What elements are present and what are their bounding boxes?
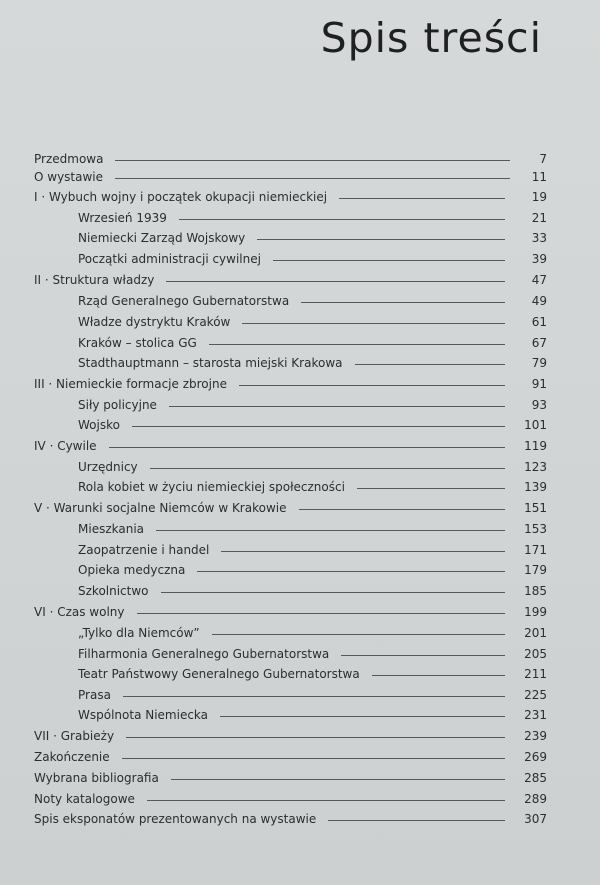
toc-entry-label: II · Struktura władzy: [34, 273, 155, 287]
toc-leader-line: [221, 551, 505, 552]
toc-page-number: 231: [524, 708, 547, 722]
toc-page-number: 269: [524, 750, 547, 764]
toc-entry[interactable]: [0, 416, 600, 434]
toc-entry[interactable]: [0, 396, 600, 414]
toc-entry-label: VI · Czas wolny: [34, 605, 125, 619]
toc-entry[interactable]: [0, 790, 600, 808]
toc-entry[interactable]: [0, 188, 600, 206]
toc-entry-label: Przedmowa: [34, 152, 104, 166]
toc-page-number: 289: [524, 792, 547, 806]
toc-leader-line: [147, 800, 505, 801]
toc-entry-label: Zaopatrzenie i handel: [78, 543, 210, 557]
toc-entry[interactable]: [0, 624, 600, 642]
toc-entry-label: III · Niemieckie formacje zbrojne: [34, 377, 227, 391]
toc-entry-label: Filharmonia Generalnego Gubernatorstwa: [78, 647, 330, 661]
toc-entry-label: Szkolnictwo: [78, 584, 149, 598]
toc-page-number: 307: [524, 812, 547, 826]
toc-leader-line: [171, 779, 505, 780]
toc-leader-line: [357, 488, 505, 489]
toc-page-number: 39: [531, 252, 547, 266]
toc-entry[interactable]: [0, 334, 600, 352]
toc-entry[interactable]: [0, 313, 600, 331]
toc-entry-label: Niemiecki Zarząd Wojskowy: [78, 231, 246, 245]
toc-leader-line: [132, 426, 505, 427]
toc-entry[interactable]: [0, 727, 600, 745]
toc-entry[interactable]: [0, 458, 600, 476]
toc-page-number: 153: [524, 522, 547, 536]
toc-entry-label: IV · Cywile: [34, 439, 97, 453]
toc-page-number: 19: [531, 190, 547, 204]
toc-page-number: 91: [531, 377, 547, 391]
toc-entry-label: Opieka medyczna: [78, 563, 186, 577]
toc-leader-line: [109, 447, 505, 448]
toc-entry[interactable]: [0, 706, 600, 724]
toc-page-number: 179: [524, 563, 547, 577]
toc-leader-line: [197, 571, 505, 572]
toc-entry-label: Stadthauptmann – starosta miejski Krakowa: [78, 356, 343, 370]
toc-page-number: 119: [524, 439, 547, 453]
toc-leader-line: [137, 613, 505, 614]
toc-entry-label: Teatr Państwowy Generalnego Gubernatorstwa: [78, 667, 360, 681]
toc-page-number: 7: [539, 152, 547, 166]
toc-page-number: 47: [531, 273, 547, 287]
toc-entry[interactable]: [0, 665, 600, 683]
toc-page-number: 33: [531, 231, 547, 245]
toc-entry[interactable]: [0, 748, 600, 766]
toc-leader-line: [355, 364, 505, 365]
toc-entry[interactable]: [0, 541, 600, 559]
toc-entry[interactable]: [0, 150, 600, 168]
toc-leader-line: [209, 344, 505, 345]
toc-leader-line: [212, 634, 505, 635]
toc-entry[interactable]: [0, 645, 600, 663]
toc-entry-label: Władze dystryktu Kraków: [78, 315, 231, 329]
toc-leader-line: [299, 509, 505, 510]
toc-entry[interactable]: [0, 168, 600, 186]
toc-entry-label: Zakończenie: [34, 750, 110, 764]
toc-entry-label: „Tylko dla Niemców”: [78, 626, 200, 640]
toc-page-number: 79: [531, 356, 547, 370]
toc-entry-label: Rola kobiet w życiu niemieckiej społeczności: [78, 480, 345, 494]
toc-leader-line: [273, 260, 505, 261]
toc-entry-label: O wystawie: [34, 170, 104, 184]
toc-page-number: 225: [524, 688, 547, 702]
toc-leader-line: [166, 281, 505, 282]
toc-page-number: 49: [531, 294, 547, 308]
toc-page-number: 67: [531, 336, 547, 350]
toc-entry-label: Mieszkania: [78, 522, 145, 536]
toc-leader-line: [169, 406, 505, 407]
toc-entry-label: VII · Grabieży: [34, 729, 115, 743]
toc-page-number: 61: [531, 315, 547, 329]
toc-entry-label: I · Wybuch wojny i początek okupacji niemieckiej: [34, 190, 328, 204]
toc-leader-line: [156, 530, 505, 531]
toc-entry-label: Siły policyjne: [78, 398, 157, 412]
toc-page-number: 101: [524, 418, 547, 432]
toc-entry-label: Początki administracji cywilnej: [78, 252, 261, 266]
toc-leader-line: [242, 323, 505, 324]
toc-page-number: 205: [524, 647, 547, 661]
toc-page-number: 139: [524, 480, 547, 494]
page-title: Spis treści: [320, 14, 542, 62]
toc-entry[interactable]: [0, 561, 600, 579]
toc-entry-label: V · Warunki socjalne Niemców w Krakowie: [34, 501, 287, 515]
toc-entry[interactable]: [0, 686, 600, 704]
toc-leader-line: [161, 592, 505, 593]
toc-entry-label: Prasa: [78, 688, 111, 702]
toc-entry-label: Spis eksponatów prezentowanych na wystawie: [34, 812, 317, 826]
toc-leader-line: [328, 820, 505, 821]
toc-leader-line: [257, 239, 505, 240]
toc-entry-label: Wybrana bibliografia: [34, 771, 159, 785]
toc-entry-label: Noty katalogowe: [34, 792, 135, 806]
toc-entry[interactable]: [0, 810, 600, 828]
toc-page-number: 151: [524, 501, 547, 515]
toc-page-number: 285: [524, 771, 547, 785]
toc-page-number: 185: [524, 584, 547, 598]
toc-entry-label: Wspólnota Niemiecka: [78, 708, 209, 722]
toc-entry-label: Rząd Generalnego Gubernatorstwa: [78, 294, 290, 308]
toc-page-number: 171: [524, 543, 547, 557]
toc-page-number: 11: [531, 170, 547, 184]
toc-entry[interactable]: [0, 292, 600, 310]
toc-page-number: 123: [524, 460, 547, 474]
toc-page-number: 93: [531, 398, 547, 412]
toc-entry[interactable]: [0, 603, 600, 621]
toc-leader-line: [122, 758, 505, 759]
toc-entry-label: Wrzesień 1939: [78, 211, 167, 225]
toc-entry[interactable]: [0, 478, 600, 496]
toc-entry[interactable]: [0, 271, 600, 289]
toc-leader-line: [341, 655, 505, 656]
toc-entry[interactable]: [0, 437, 600, 455]
toc-leader-line: [126, 737, 505, 738]
toc-entry-label: Wojsko: [78, 418, 120, 432]
toc-leader-line: [115, 160, 510, 161]
toc-entry[interactable]: [0, 375, 600, 393]
toc-page-number: 239: [524, 729, 547, 743]
toc-leader-line: [220, 716, 505, 717]
toc-entry[interactable]: [0, 250, 600, 268]
toc-leader-line: [372, 675, 505, 676]
toc-entry-label: Urzędnicy: [78, 460, 138, 474]
toc-entry[interactable]: [0, 520, 600, 538]
toc-entry[interactable]: [0, 354, 600, 372]
toc-leader-line: [115, 178, 510, 179]
toc-leader-line: [239, 385, 505, 386]
toc-leader-line: [123, 696, 505, 697]
toc-page-number: 211: [524, 667, 547, 681]
toc-entry[interactable]: [0, 229, 600, 247]
toc-entry-label: Kraków – stolica GG: [78, 336, 197, 350]
toc-entry[interactable]: [0, 769, 600, 787]
toc-leader-line: [150, 468, 505, 469]
toc-leader-line: [339, 198, 505, 199]
toc-entry[interactable]: [0, 499, 600, 517]
toc-entry[interactable]: [0, 582, 600, 600]
toc-page-number: 201: [524, 626, 547, 640]
toc-leader-line: [179, 219, 505, 220]
toc-entry[interactable]: [0, 209, 600, 227]
toc-page-number: 21: [531, 211, 547, 225]
toc-page-number: 199: [524, 605, 547, 619]
toc-leader-line: [301, 302, 505, 303]
